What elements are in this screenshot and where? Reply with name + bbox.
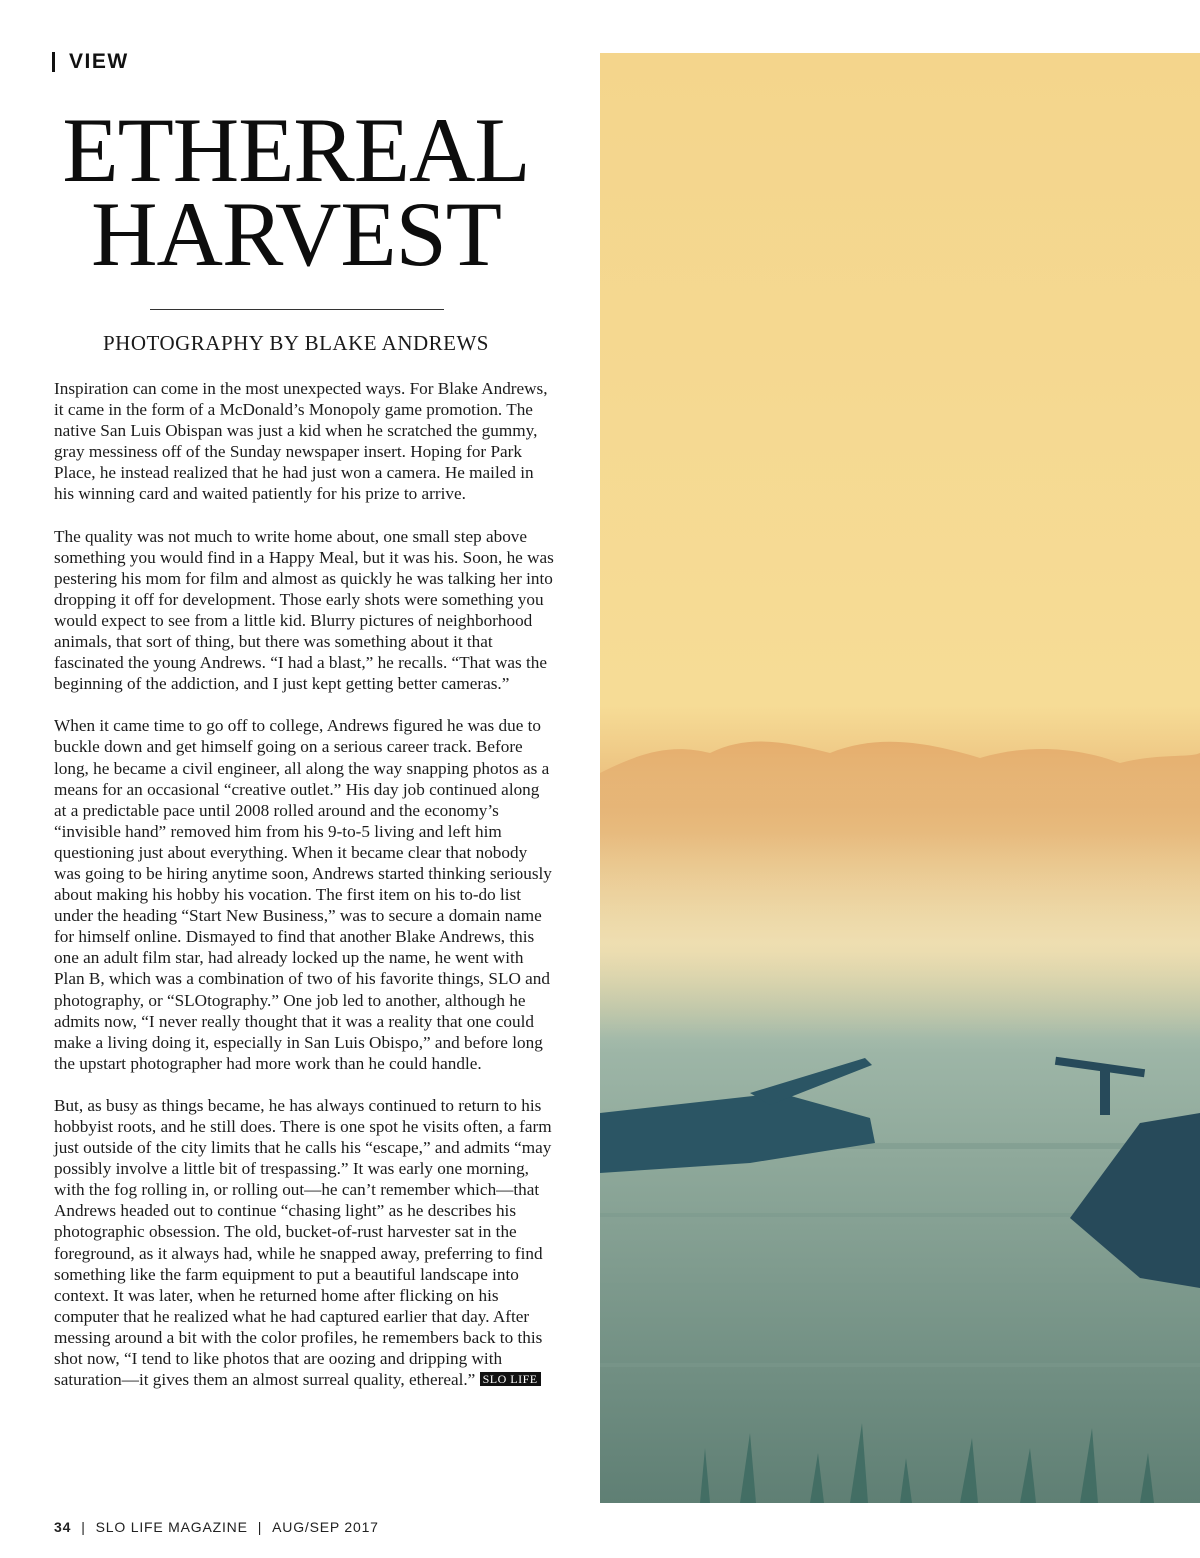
issue-date: AUG/SEP 2017 (272, 1519, 379, 1535)
paragraph-last (54, 1095, 554, 1390)
photo-illustration (600, 53, 1200, 1503)
section-tag-bar (52, 52, 55, 72)
section-label: VIEW (69, 50, 129, 73)
page-number: 34 (54, 1519, 72, 1535)
title-line-2: HARVEST (91, 183, 501, 285)
title-line-1: ETHEREAL (62, 99, 530, 201)
photo-credit-byline: PHOTOGRAPHY BY BLAKE ANDREWS (102, 331, 489, 355)
footer-separator: | (81, 1519, 86, 1535)
article-title (30, 99, 562, 285)
paragraph: Inspiration can come in the most unexpected ways. For Blake Andrews, it came in the form of a McDonald’s Monopoly game promotion. The native San Luis Obispan was just a kid when he scratched the gummy, gray messiness off of the Sunday newspaper insert. Hoping for Park Place, he instead realized that he had just won a camera. He mailed in his winning card and waited patiently for his prize to arrive. (54, 379, 548, 504)
section-tag (52, 50, 129, 74)
harvester-photo (600, 53, 1200, 1503)
title-divider (150, 309, 444, 310)
page-footer (54, 1519, 379, 1535)
paragraph: When it came time to go off to college, Andrews figured he was due to buckle down and get himself going on a serious career track. Before long, he became a civil engineer, all along the way snapping photos as a means for an occasional “creative outlet.” His day job continued along at a predictable pace until 2008 rolled around and the economy’s “invisible hand” removed him from his 9-to-5 living and left him questioning just about everything. When it became clear that nobody was going to be hiring anytime soon, Andrews started thinking seriously about making his hobby his vocation. The first item on his to-do list under the heading “Start New Business,” was to secure a domain name for himself online. Dismayed to find that another Blake Andrews, this one an adult film star, had already locked up the name, he went with Plan B, which was a combination of two of his favorite things, SLO and photography, or “SLOtography.” One job led to another, although he admits now, “I never really thought that it was a reality that one could make a living doing it, especially in San Luis Obispo,” and before long the upstart photographer had more work than he could handle. (54, 716, 552, 1073)
end-mark-badge: SLO LIFE (480, 1372, 541, 1386)
paragraph: The quality was not much to write home about, one small step above something you would find in a Happy Meal, but it was his. Soon, he was pestering his mom for film and almost as quickly he was talking her into dropping it off for development. Those early shots were something you would expect to see from a little kid. Blurry pictures of neighborhood animals, that sort of thing, but there was something about it that fascinated the young Andrews. “I had a blast,” he recalls. “That was the beginning of the addiction, and I just kept getting better cameras.” (54, 526, 554, 694)
paragraph-text: But, as busy as things became, he has always continued to return to his hobbyist roots, and he still does. There is one spot he visits often, a farm just outside of the city limits that he calls his “escape,” and admits “may possibly involve a little bit of trespassing.” It was early one morning, with the fog rolling in, or rolling out—he can’t remember which—that Andrews headed out to continue “chasing light” as he describes his photographic obsession. The old, bucket-of-rust harvester sat in the foreground, as it always had, while he snapped away, preferring to find something like the farm equipment to put a beautiful landscape into context. It was later, when he returned home after flicking on his computer that he realized what he had captured earlier that day. After messing around a bit with the color profiles, he remembers back to this shot now, “I tend to like photos that are oozing and dripping with saturation—it gives them an almost surreal quality, ethereal.” (54, 1095, 552, 1390)
footer-separator: | (257, 1519, 263, 1535)
magazine-name: SLO LIFE MAGAZINE (95, 1519, 248, 1535)
article-body (54, 378, 554, 1411)
